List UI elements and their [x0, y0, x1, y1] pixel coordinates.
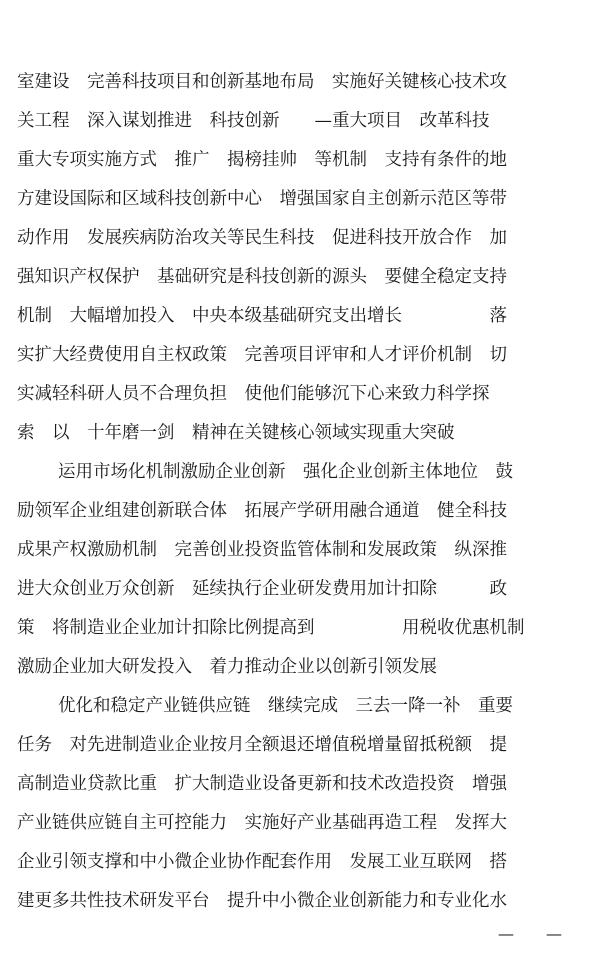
text-line: 进大众创业万众创新 延续执行企业研发费用加计扣除 政	[17, 579, 507, 599]
text-line: 励领军企业组建创新联合体 拓展产学研用融合通道 健全科技	[17, 501, 507, 521]
page-number: — —	[498, 924, 563, 943]
text-line: 企业引领支撑和中小微企业协作配套作用 发展工业互联网 搭	[17, 852, 507, 872]
text-line: 重大专项实施方式 推广 揭榜挂帅 等机制 支持有条件的地	[17, 150, 507, 170]
text-line: 室建设 完善科技项目和创新基地布局 实施好关键核心技术攻	[17, 72, 507, 92]
text-line: 策 将制造业企业加计扣除比例提高到 用税收优惠机制	[17, 618, 525, 638]
text-line: 关工程 深入谋划推进 科技创新 —重大项目 改革科技	[17, 111, 490, 131]
text-line: 实减轻科研人员不合理负担 使他们能够沉下心来致力科学探	[17, 384, 490, 404]
text-line: 方建设国际和区域科技创新中心 增强国家自主创新示范区等带	[17, 189, 507, 209]
text-line: 动作用 发展疾病防治攻关等民生科技 促进科技开放合作 加	[17, 228, 507, 248]
paragraph-start-line: 运用市场化机制激励企业创新 强化企业创新主体地位 鼓	[58, 462, 513, 482]
text-line: 成果产权激励机制 完善创业投资监管体制和发展政策 纵深推	[17, 540, 507, 560]
text-line: 实扩大经费使用自主权政策 完善项目评审和人才评价机制 切	[17, 345, 507, 365]
text-line: 索 以 十年磨一剑 精神在关键核心领域实现重大突破	[17, 423, 455, 443]
text-line: 任务 对先进制造业企业按月全额退还增值税增量留抵税额 提	[17, 735, 507, 755]
paragraph-start-line: 优化和稳定产业链供应链 继续完成 三去一降一补 重要	[58, 696, 513, 716]
text-line: 建更多共性技术研发平台 提升中小微企业创新能力和专业化水	[17, 891, 507, 911]
text-line: 高制造业贷款比重 扩大制造业设备更新和技术改造投资 增强	[17, 774, 507, 794]
text-line: 机制 大幅增加投入 中央本级基础研究支出增长 落	[17, 306, 507, 326]
text-line: 强知识产权保护 基础研究是科技创新的源头 要健全稳定支持	[17, 267, 507, 287]
text-line: 产业链供应链自主可控能力 实施好产业基础再造工程 发挥大	[17, 813, 507, 833]
text-line: 激励企业加大研发投入 着力推动企业以创新引领发展	[17, 657, 437, 677]
